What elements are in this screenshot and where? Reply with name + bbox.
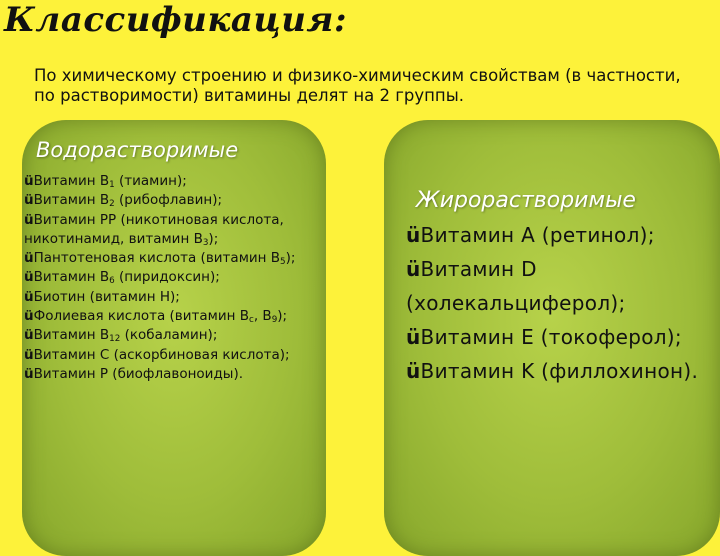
item-text: Витамин C (аскорбиновая кислота); <box>33 346 290 363</box>
slide-title: Классификация: <box>4 0 348 40</box>
vitamin-list-item <box>24 326 322 345</box>
check-mark: ü <box>24 173 34 189</box>
check-mark: ü <box>24 269 34 286</box>
item-text: (тиамин); <box>114 173 187 189</box>
check-mark: ü <box>24 211 34 228</box>
fat-soluble-panel <box>384 120 720 556</box>
water-soluble-panel <box>22 120 326 556</box>
vitamin-list-item <box>24 346 322 365</box>
vitamin-list-item <box>24 307 322 326</box>
item-text: (кобаламин); <box>120 327 218 344</box>
item-text: Витамин D (холекальциферол); <box>406 257 626 315</box>
item-subscript: 3 <box>202 238 209 249</box>
vitamin-list-item <box>406 218 716 252</box>
check-mark: ü <box>24 250 34 267</box>
check-mark: ü <box>406 359 421 383</box>
item-text: ); <box>277 308 288 325</box>
item-subscript: 2 <box>109 199 115 210</box>
item-text: Пантотеновая кислота (витамин B <box>33 250 281 267</box>
vitamin-list-item <box>406 252 716 320</box>
vitamin-list-item <box>406 354 716 388</box>
check-mark: ü <box>24 327 34 344</box>
check-mark: ü <box>24 288 34 305</box>
item-text: Витамин B <box>33 269 110 286</box>
item-text: ); <box>285 250 296 267</box>
item-subscript: 6 <box>109 276 115 287</box>
item-subscript: 1 <box>109 180 115 191</box>
water-soluble-list <box>24 172 322 384</box>
check-mark: ü <box>406 257 421 281</box>
item-subscript: c <box>249 315 254 326</box>
item-text: Витамин PP (никотиновая кислота, никотинамид, витамин B <box>24 211 284 247</box>
check-mark: ü <box>24 308 34 325</box>
item-text: Витамин B <box>33 327 110 344</box>
check-mark: ü <box>406 325 421 349</box>
vitamin-list-item <box>24 211 322 250</box>
vitamin-list-item <box>24 288 322 307</box>
vitamin-list-item <box>24 268 322 287</box>
water-soluble-heading: Водорастворимые <box>36 138 239 162</box>
item-text: Витамин E (токоферол); <box>420 325 682 349</box>
fat-soluble-list <box>406 218 716 388</box>
item-text: (рибофлавин); <box>114 192 223 209</box>
check-mark: ü <box>406 223 421 247</box>
item-subscript: 9 <box>271 315 278 326</box>
vitamin-list-item <box>24 249 322 268</box>
item-subscript: 5 <box>280 257 286 268</box>
fat-soluble-heading: Жирорастворимые <box>416 188 636 213</box>
item-text: ); <box>208 230 219 247</box>
item-text: Витамин P (биофлавоноиды). <box>33 365 244 382</box>
item-text: , B <box>253 308 272 325</box>
item-text: Витамин K (филлохинон). <box>420 359 699 383</box>
item-text: Витамин B <box>33 173 110 189</box>
intro-text: По химическому строению и физико-химическим свойствам (в частности, по растворимости) витамины делят на 2 группы. <box>34 66 681 105</box>
item-text: Фолиевая кислота (витамин B <box>33 308 249 325</box>
item-subscript: 12 <box>109 334 121 345</box>
item-text: Витамин A (ретинол); <box>420 223 655 247</box>
item-text: (пиридоксин); <box>114 269 220 286</box>
item-text: Витамин B <box>33 192 110 209</box>
check-mark: ü <box>24 192 34 209</box>
vitamin-list-item <box>24 365 322 384</box>
item-text: Биотин (витамин H); <box>33 288 180 305</box>
check-mark: ü <box>24 346 34 363</box>
vitamin-list-item <box>24 172 322 191</box>
vitamin-list-item <box>406 320 716 354</box>
vitamin-list-item <box>24 191 322 210</box>
check-mark: ü <box>24 365 34 382</box>
